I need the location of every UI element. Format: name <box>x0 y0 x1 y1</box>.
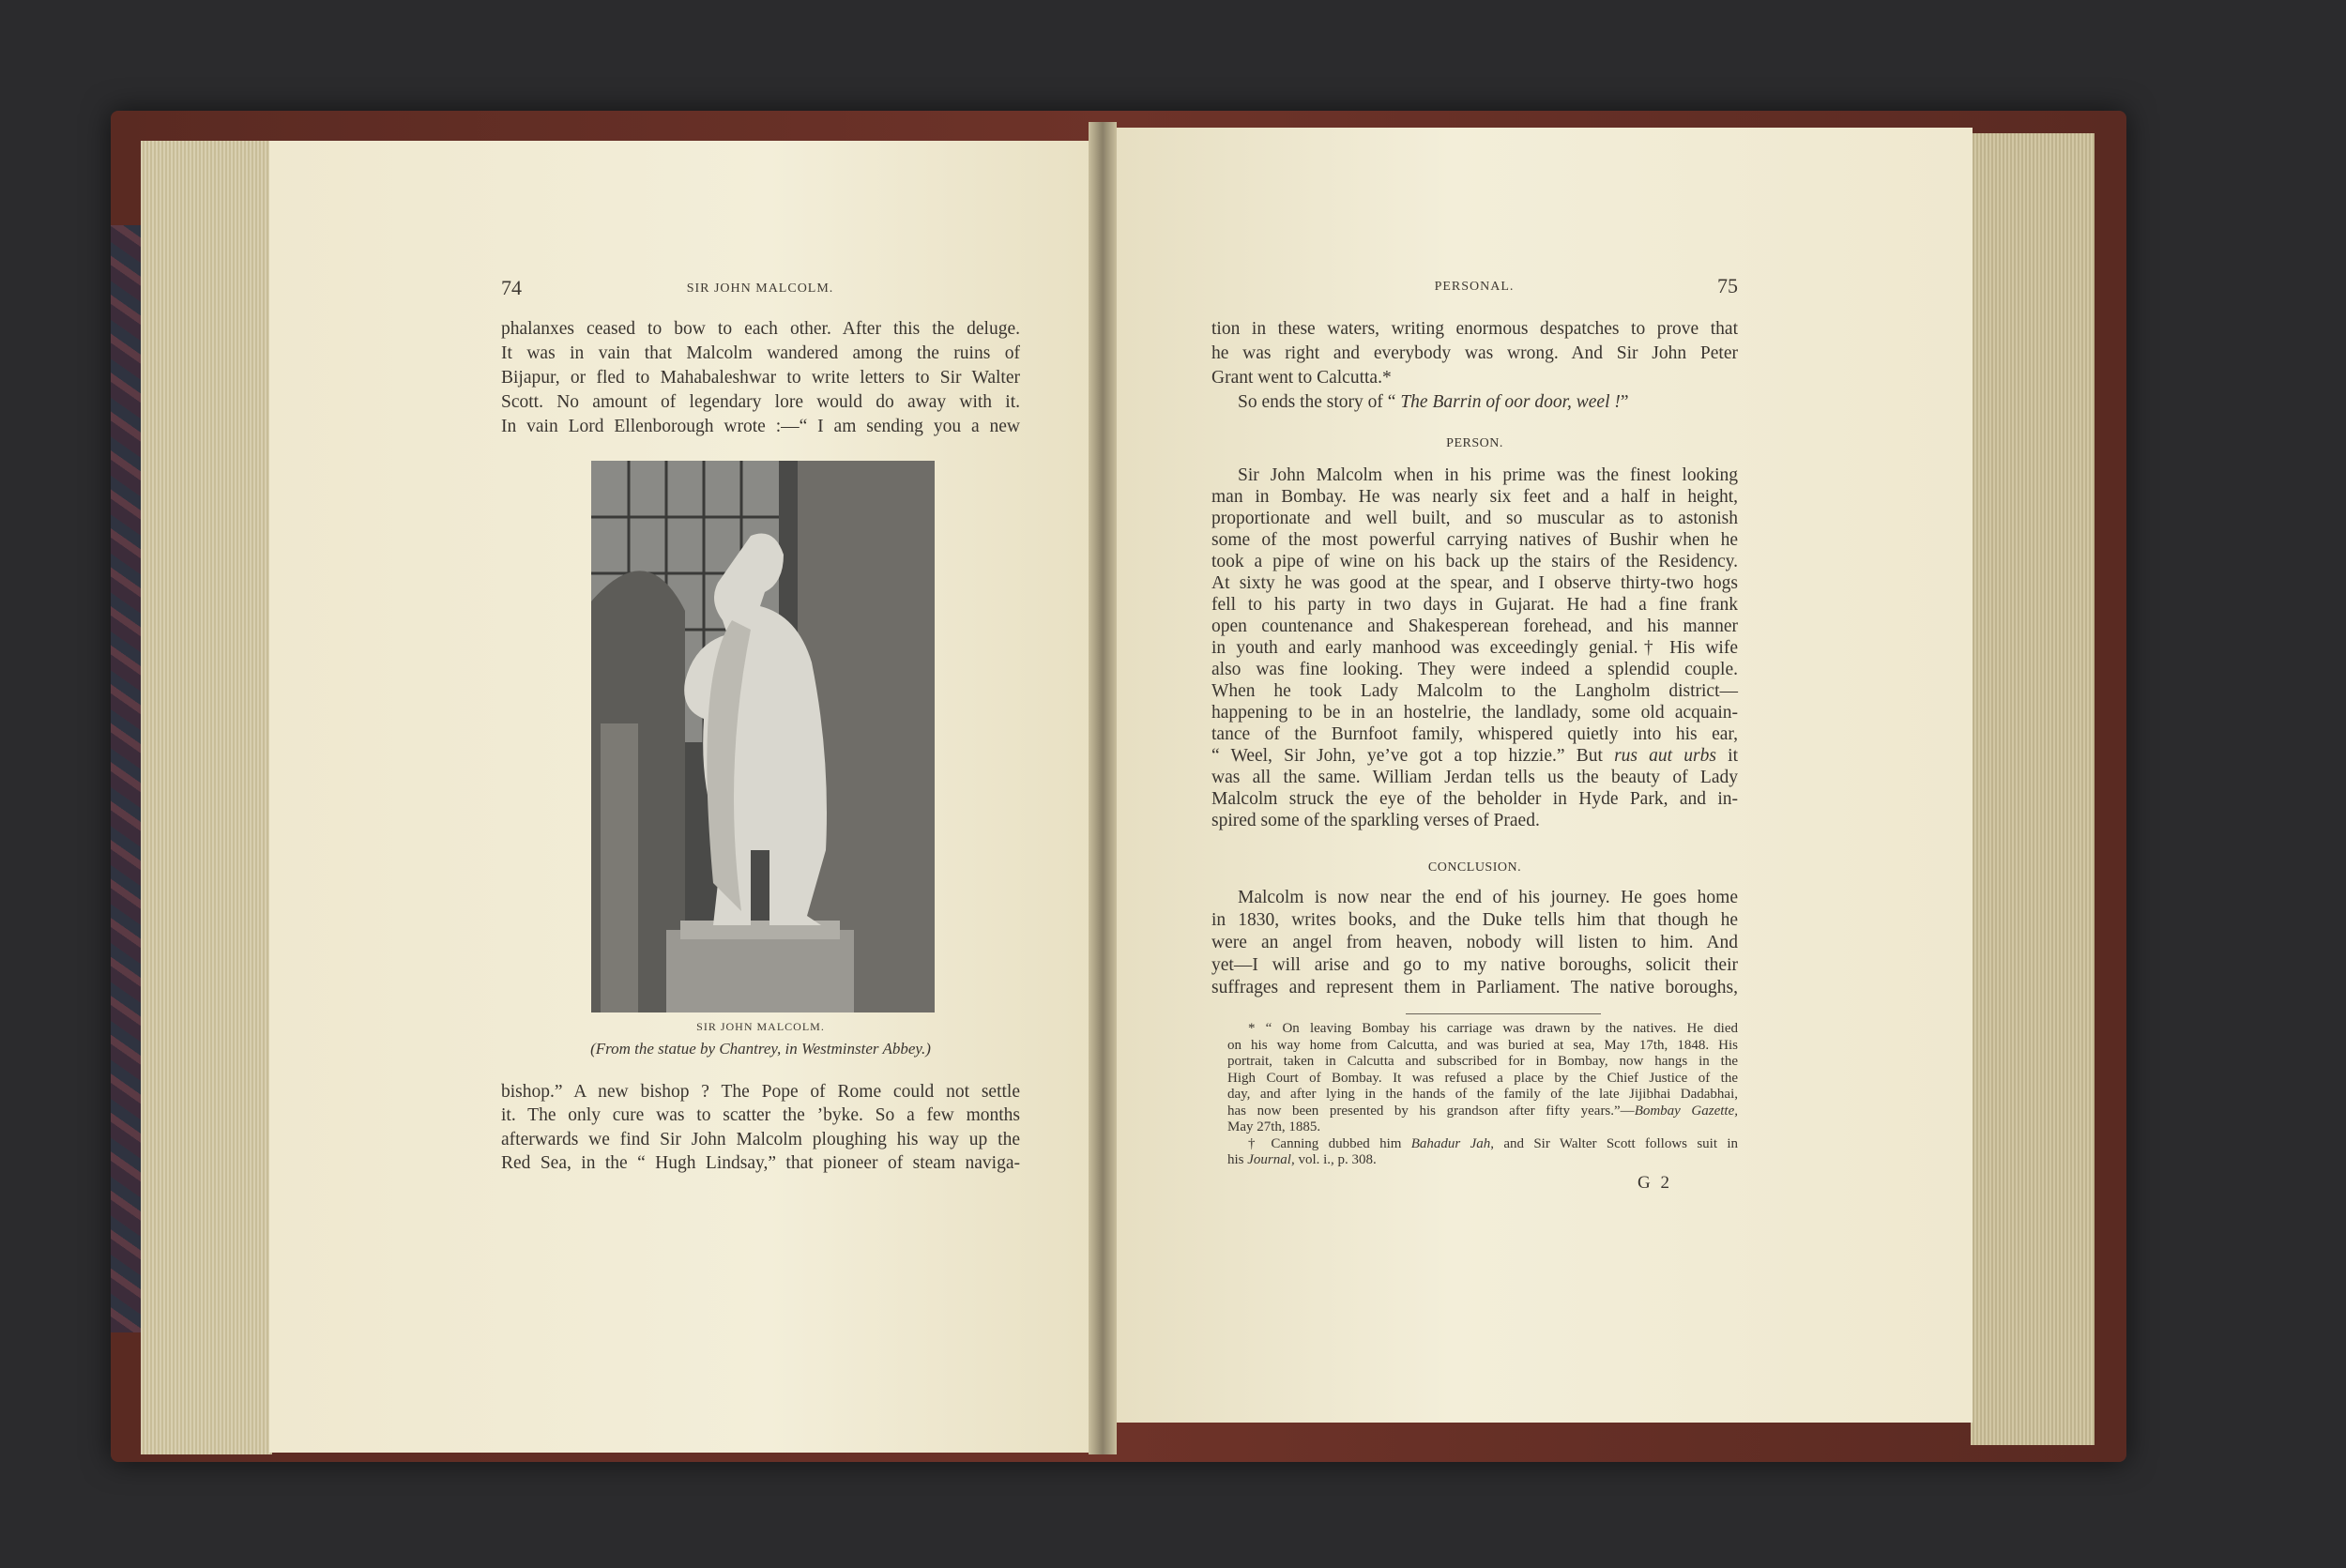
text-segment: suffrages and represent them in Parliament. The native boroughs, <box>1211 978 1738 997</box>
text-segment: tance of the Burnfoot family, whispered quietly into his ear, <box>1211 724 1738 744</box>
text-line <box>1211 551 1738 572</box>
text-segment: was all the same. William Jerdan tells us the beauty of Lady <box>1211 768 1738 787</box>
text-segment: yet—I will arise and go to my native boroughs, solicit their <box>1211 955 1738 975</box>
text-segment: † Canning dubbed him <box>1248 1135 1411 1151</box>
text-line <box>1211 954 1738 977</box>
text-segment: phalanxes ceased to bow to each other. After this the deluge. <box>501 319 1020 339</box>
text-line <box>1227 1152 1738 1169</box>
text-line <box>1227 1136 1738 1153</box>
italic-text: The Barrin of oor door, weel ! <box>1400 392 1621 412</box>
footnote-rule <box>1406 1013 1601 1014</box>
text-line <box>1211 767 1738 788</box>
text-segment: man in Bombay. He was nearly six feet and a half in height, <box>1211 487 1738 507</box>
right-page-stack <box>1971 133 2095 1445</box>
page-number-right: 75 <box>1717 274 1738 297</box>
text-segment: took a pipe of wine on his back up the stairs of the Residency. <box>1211 552 1738 571</box>
text-segment: It was in vain that Malcolm wandered among the ruins of <box>501 343 1020 363</box>
text-segment: Malcolm is now near the end of his journey. He goes home <box>1238 888 1738 907</box>
text-segment: Grant went to Calcutta.* <box>1211 368 1392 388</box>
footnotes <box>1227 1021 1738 1169</box>
text-line <box>1211 909 1738 932</box>
text-segment: also was fine looking. They were indeed a splendid couple. <box>1211 660 1738 679</box>
text-line <box>1211 508 1738 529</box>
text-line <box>1211 464 1738 486</box>
text-segment: tion in these waters, writing enormous despatches to prove that <box>1211 319 1738 339</box>
running-head-right: PERSONAL. <box>1434 280 1515 294</box>
italic-text: Journal <box>1247 1152 1291 1167</box>
text-segment: May 27th, 1885. <box>1227 1119 1321 1134</box>
text-segment: Scott. No amount of legendary lore would do away with it. <box>501 392 1020 412</box>
text-segment: portrait, taken in Calcutta and subscribed for in Bombay, now hangs in the <box>1227 1054 1738 1069</box>
text-segment: has now been presented by his grandson after fifty years.”— <box>1227 1103 1635 1119</box>
text-line <box>1211 788 1738 810</box>
section-heading-conclusion: CONCLUSION. <box>1427 860 1522 875</box>
statue-image <box>591 461 935 1012</box>
italic-text: Bahadur Jah <box>1410 1135 1491 1151</box>
statue-photograph <box>591 461 935 1012</box>
text-segment: he was right and everybody was wrong. And Sir John Peter <box>1211 343 1738 363</box>
right-para-2 <box>1211 464 1738 831</box>
text-segment: Sir John Malcolm when in his prime was the finest looking <box>1238 465 1738 485</box>
text-line <box>1211 616 1738 637</box>
text-segment: his <box>1227 1152 1248 1167</box>
italic-text: rus aut urbs <box>1614 746 1716 766</box>
text-line <box>1211 977 1738 999</box>
text-segment: fell to his party in two days in Gujarat. He had a fine frank <box>1211 595 1738 615</box>
text-line <box>1211 745 1738 767</box>
text-line <box>501 1080 1020 1104</box>
text-line <box>1227 1104 1738 1120</box>
page-number-left: 74 <box>501 276 522 299</box>
text-segment: Malcolm struck the eye of the beholder in Hyde Park, and in- <box>1211 789 1738 809</box>
text-segment: ” <box>1620 392 1629 412</box>
text-line <box>1227 1087 1738 1104</box>
text-segment: Bijapur, or fled to Mahabaleshwar to write letters to Sir Walter <box>501 368 1020 388</box>
text-line <box>1211 932 1738 954</box>
text-line <box>1211 637 1738 659</box>
text-segment: were an angel from heaven, nobody will listen to him. And <box>1211 933 1738 952</box>
text-segment: open countenance and Shakesperean forehead, and his manner <box>1211 617 1738 636</box>
text-line <box>1227 1054 1738 1071</box>
text-segment: High Court of Bombay. It was refused a place by the Chief Justice of the <box>1227 1070 1738 1086</box>
text-segment: * “ On leaving Bombay his carriage was drawn by the natives. He died <box>1248 1021 1738 1036</box>
left-para-2 <box>501 1080 1020 1175</box>
text-line <box>1211 366 1738 390</box>
text-line <box>1211 342 1738 366</box>
text-segment: afterwards we find Sir John Malcolm ploughing his way up the <box>501 1129 1020 1149</box>
text-segment: , and Sir Walter Scott follows suit in <box>1490 1135 1738 1151</box>
text-line <box>501 1104 1020 1127</box>
text-line <box>1211 887 1738 909</box>
text-segment: it. The only cure was to scatter the ’byke. So a few months <box>501 1105 1020 1126</box>
left-page-stack <box>141 141 272 1454</box>
text-line <box>1211 594 1738 616</box>
text-segment: So ends the story of “ <box>1238 392 1401 412</box>
text-segment: on his way home from Calcutta, and was buried at sea, May 17th, 1848. His <box>1227 1037 1738 1053</box>
italic-text: Bombay Gazette, <box>1634 1103 1738 1119</box>
text-line <box>1211 390 1738 415</box>
running-head-left: SIR JOHN MALCOLM. <box>686 282 834 296</box>
text-segment: happening to be in an hostelrie, the landlady, some old acquain- <box>1211 703 1738 723</box>
text-line <box>1211 317 1738 342</box>
text-segment: Red Sea, in the “ Hugh Lindsay,” that pioneer of steam naviga- <box>501 1152 1020 1173</box>
text-segment: bishop.” A new bishop ? The Pope of Rome could not settle <box>501 1082 1020 1102</box>
text-line <box>1211 702 1738 723</box>
text-line <box>1211 486 1738 508</box>
text-line <box>1227 1021 1738 1038</box>
text-line <box>1227 1038 1738 1055</box>
book-gutter <box>1089 122 1117 1454</box>
text-line <box>1211 680 1738 702</box>
section-heading-person: PERSON. <box>1446 436 1503 450</box>
text-line <box>501 342 1020 366</box>
text-segment: proportionate and well built, and so muscular as to astonish <box>1211 509 1738 528</box>
text-line <box>1211 723 1738 745</box>
right-para-3 <box>1211 887 1738 999</box>
text-segment: in youth and early manhood was exceedingly genial.† His wife <box>1211 638 1738 658</box>
text-segment: day, and after lying in the hands of the family of the late Jijibhai Dadabhai, <box>1227 1087 1738 1102</box>
text-segment: some of the most powerful carrying natives of Bushir when he <box>1211 530 1738 550</box>
text-segment: spired some of the sparkling verses of Praed. <box>1211 811 1540 830</box>
text-line <box>501 317 1020 342</box>
text-segment: it <box>1715 746 1738 766</box>
text-line <box>1211 572 1738 594</box>
text-line <box>1211 529 1738 551</box>
figure-caption-title: SIR JOHN MALCOLM. <box>696 1020 825 1033</box>
right-para-1 <box>1211 317 1738 415</box>
text-segment: in 1830, writes books, and the Duke tells him that though he <box>1211 910 1738 930</box>
text-line <box>1227 1119 1738 1136</box>
text-line <box>501 366 1020 390</box>
text-segment: When he took Lady Malcolm to the Langholm district— <box>1211 681 1738 701</box>
text-line <box>501 415 1020 439</box>
text-segment: , vol. i., p. 308. <box>1290 1152 1377 1167</box>
text-line <box>1211 810 1738 831</box>
text-line <box>501 390 1020 415</box>
text-line <box>501 1151 1020 1175</box>
signature-mark: G 2 <box>1638 1173 1672 1193</box>
left-para-1 <box>501 317 1020 439</box>
text-segment: In vain Lord Ellenborough wrote :—“ I am sending you a new <box>501 417 1020 436</box>
text-segment: At sixty he was good at the spear, and I observe thirty-two hogs <box>1211 573 1738 593</box>
figure-caption-source: (From the statue by Chantrey, in Westminster Abbey.) <box>590 1040 931 1058</box>
text-line <box>1227 1071 1738 1088</box>
text-line <box>1211 659 1738 680</box>
text-segment: “ Weel, Sir John, ye’ve got a top hizzie.” But <box>1211 746 1615 766</box>
text-line <box>501 1128 1020 1151</box>
